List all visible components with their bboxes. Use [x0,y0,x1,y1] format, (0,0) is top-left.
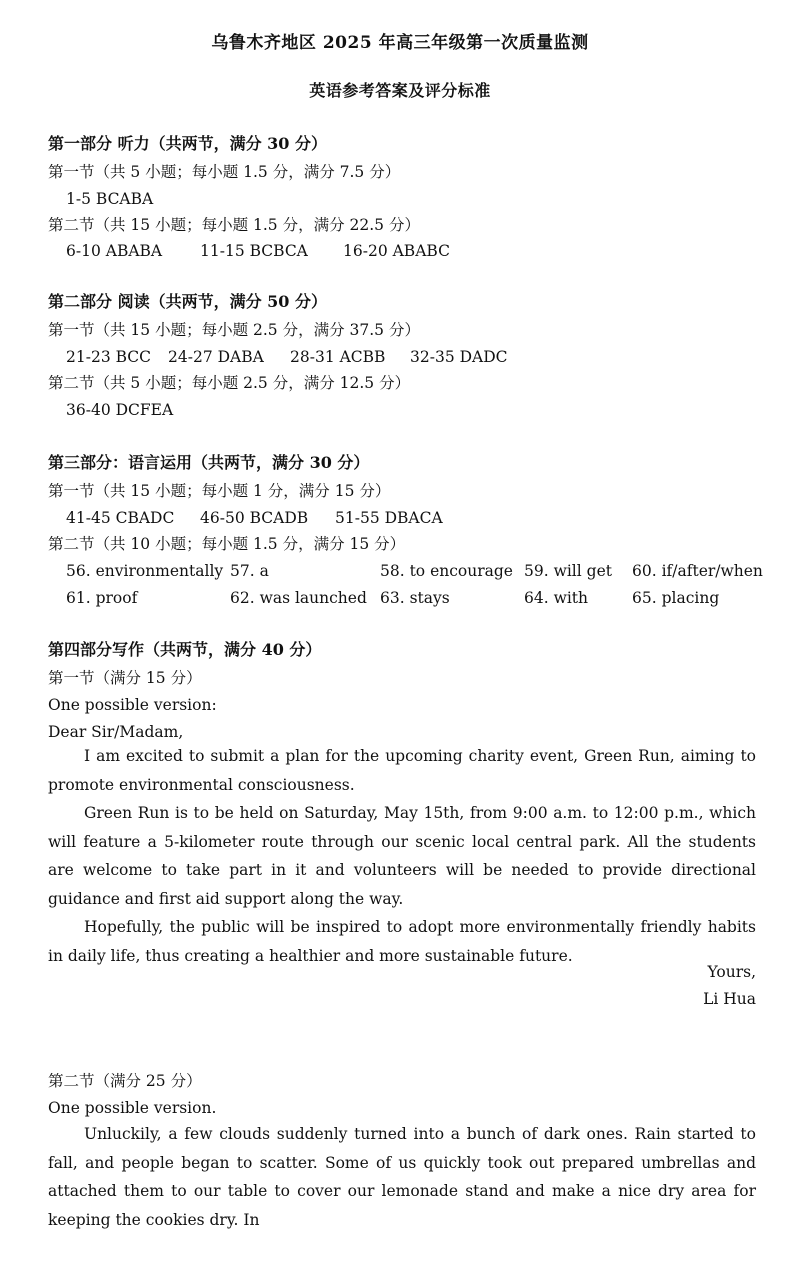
answer-item: 63. stays [380,589,450,607]
answer-group: 51-55 DBACA [335,509,443,527]
answer-group: 11-15 BCBCA [200,242,308,260]
answer-item: 61. proof [66,589,138,607]
part4-sec1-title: 第一节（满分 15 分） [48,669,202,687]
version-label: One possible version: [48,696,217,714]
letter-closing: Yours, [707,963,756,981]
answer-group: 24-27 DABA [168,348,264,366]
part2-sec1-answers [0,347,800,367]
part1-sec2-answers [0,241,800,261]
part1-sec2-title: 第二节（共 15 小题；每小题 1.5 分，满分 22.5 分） [48,216,420,234]
answer-item: 56. environmentally [66,562,224,580]
part1-sec1-answers: 1-5 BCABA [66,190,154,208]
answer-item: 58. to encourage [380,562,513,580]
answer-item: 62. was launched [230,589,367,607]
answer-item: 65. placing [632,589,720,607]
letter-greeting: Dear Sir/Madam, [48,723,184,741]
answer-group: 46-50 BCADB [200,509,309,527]
answer-group: 6-10 ABABA [66,242,163,260]
version-label-2: One possible version. [48,1099,217,1117]
answer-group: 41-45 CBADC [66,509,175,527]
part3-sec2-row2 [0,588,800,608]
story-continuation [48,1120,756,1234]
part3-sec1-title: 第一节（共 15 小题；每小题 1 分，满分 15 分） [48,482,391,500]
part3-heading: 第三部分：语言运用（共两节，满分 30 分） [48,453,370,472]
answer-group: 32-35 DADC [410,348,508,366]
letter-body [48,742,756,970]
answer-item: 57. a [230,562,269,580]
answer-item: 60. if/after/when [632,562,763,580]
page-subtitle: 英语参考答案及评分标准 [309,81,491,100]
part1-heading: 第一部分 听力（共两节，满分 30 分） [48,134,327,153]
answer-item: 64. with [524,589,589,607]
part3-sec2-title: 第二节（共 10 小题；每小题 1.5 分，满分 15 分） [48,535,406,553]
answer-item: 59. will get [524,562,612,580]
part4-sec2-title: 第二节（满分 25 分） [48,1072,202,1090]
letter-paragraph: Hopefully, the public will be inspired to adopt more environmentally friendly habits in daily life, thus creating a healthier and more sustainable future. [48,918,756,965]
letter-paragraph: Green Run is to be held on Saturday, May 15th, from 9:00 a.m. to 12:00 p.m., which will feature a 5-kilometer route through our scenic local central park. All the students are welcome to take part in it and volunteers will be needed to provide directional guidance and first aid support along the way. [48,804,756,908]
part1-sec1-title: 第一节（共 5 小题；每小题 1.5 分，满分 7.5 分） [48,163,401,181]
part2-sec2-title: 第二节（共 5 小题；每小题 2.5 分，满分 12.5 分） [48,374,411,392]
answer-group: 28-31 ACBB [290,348,386,366]
part2-sec1-title: 第一节（共 15 小题；每小题 2.5 分，满分 37.5 分） [48,321,420,339]
part2-sec2-answers: 36-40 DCFEA [66,401,174,419]
letter-paragraph: I am excited to submit a plan for the upcoming charity event, Green Run, aiming to promote environmental consciousness. [48,747,756,794]
answer-group: 16-20 ABABC [343,242,450,260]
letter-signature: Li Hua [703,990,756,1008]
story-paragraph: Unluckily, a few clouds suddenly turned into a bunch of dark ones. Rain started to fall, and people began to scatter. Some of us quickly took out prepared umbrellas and attached them to our table to cover our lemonade stand and make a nice dry area for keeping the cookies dry. In [48,1125,756,1229]
part3-sec2-row1 [0,561,800,581]
part3-sec1-answers [0,508,800,528]
part4-heading: 第四部分写作（共两节，满分 40 分） [48,640,322,659]
answer-group: 21-23 BCC [66,348,152,366]
part2-heading: 第二部分 阅读（共两节，满分 50 分） [48,292,327,311]
page-title: 乌鲁木齐地区 2025 年高三年级第一次质量监测 [211,33,589,53]
